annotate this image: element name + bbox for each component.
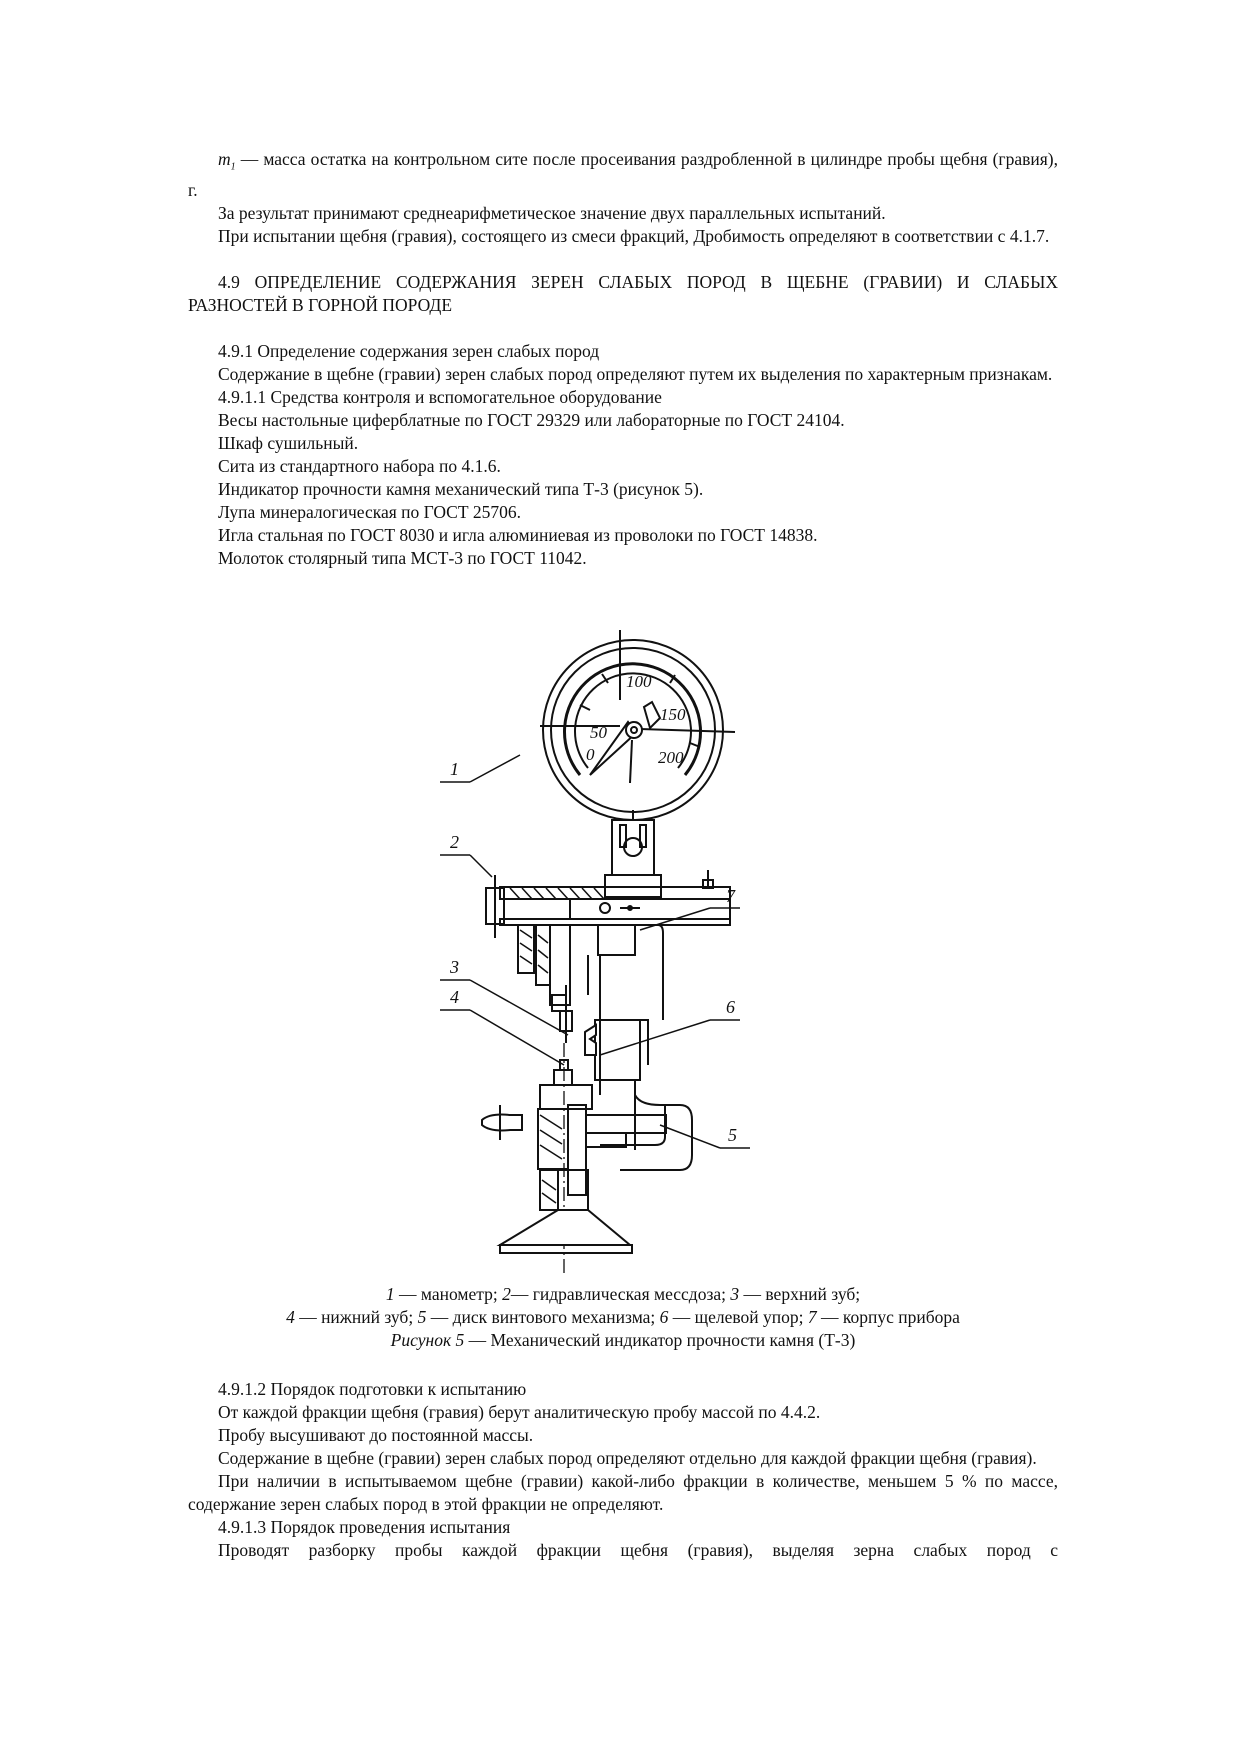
paragraph: Содержание в щебне (гравии) зерен слабых пород определяют отдельно для каждой фракции щебня (гравия). [218,1448,1037,1468]
gauge-label-50: 50 [590,723,607,742]
callout-3: 3 [450,957,459,977]
subheading-4-9-1: 4.9.1 Определение содержания зерен слабых пород [218,340,600,361]
paragraph: Проводят разборку пробы каждой фракции щебня (гравия), выделяя зерна слабых пород с [218,1540,1058,1560]
legend-text: — диск винтового механизма; [426,1307,660,1327]
legend-text: — верхний зуб; [739,1284,861,1304]
equipment-item: Весы настольные циферблатные по ГОСТ 29329 или лабораторные по ГОСТ 24104. [218,409,845,430]
callouts [440,755,750,1148]
callout-6: 6 [726,997,735,1017]
paragraph-mixed-fractions: При испытании щебня (гравия), состоящего из смеси фракций, Дробимость определяют в соответствии с 4.1.7. [218,225,1050,246]
figure-title-text: — Механический индикатор прочности камня (Т-3) [464,1330,856,1350]
lower-tooth-screw [482,1043,666,1275]
gauge-label-150: 150 [660,705,686,724]
legend-text: — гидравлическая мессдоза; [510,1284,731,1304]
callout-1: 1 [450,759,459,779]
equipment-item: Шкаф сушильный. [218,432,359,453]
legend-number: 4 [286,1307,295,1327]
variable-subscript: 1 [230,161,236,173]
subheading-4-9-1-2: 4.9.1.2 Порядок подготовки к испытанию [218,1379,527,1399]
callout-4: 4 [450,987,459,1007]
legend-number: 3 [730,1284,740,1304]
legend-number: 5 [417,1307,427,1327]
gauge-neck [605,820,661,897]
legend-text: — щелевой упор; [668,1307,808,1327]
caption-legend-line-2 [188,1306,1058,1329]
hydraulic-load-cell [486,870,730,938]
paragraph-m1-definition [188,148,1058,202]
callout-7: 7 [726,886,735,906]
legend-number: 2 [502,1284,511,1304]
figure-5-stone-strength-indicator [450,625,800,1275]
paragraph: При наличии в испытываемом щебне (гравии) какой-либо фракции в количестве, меньшем 5 % по массе, содержание зерен слабых пород в этой фракции не определяют. [188,1471,1058,1514]
equipment-item: Индикатор прочности камня механический типа Т-3 (рисунок 5). [218,478,704,499]
figure-title-prefix: Рисунок 5 [390,1330,465,1350]
upper-tooth [518,925,572,1043]
equipment-item: Лупа минералогическая по ГОСТ 25706. [218,501,522,522]
figure-title [188,1329,1058,1352]
legend-number: 1 [385,1284,395,1304]
legend-number: 7 [807,1307,817,1327]
gauge-label-0: 0 [586,745,595,764]
caption-legend-line-1 [188,1283,1058,1306]
subheading-4-9-1-3: 4.9.1.3 Порядок проведения испытания [218,1517,511,1537]
equipment-item: Сита из стандартного набора по 4.1.6. [218,455,501,476]
figure-caption [188,1283,1058,1352]
subheading-4-9-1-1: 4.9.1.1 Средства контроля и вспомогательное оборудование [218,386,662,407]
legend-text: — корпус прибора [816,1307,960,1327]
gauge-label-200: 200 [658,748,684,767]
section-heading-4-9: 4.9 ОПРЕДЕЛЕНИЕ СОДЕРЖАНИЯ ЗЕРЕН СЛАБЫХ ПОРОД В ЩЕБНЕ (ГРАВИИ) И СЛАБЫХ РАЗНОСТЕЙ В ГОРНОЙ ПОРОДЕ [188,271,1058,315]
equipment-item: Игла стальная по ГОСТ 8030 и игла алюминиевая из проволоки по ГОСТ 14838. [218,524,818,545]
paragraph-result: За результат принимают среднеарифметическое значение двух параллельных испытаний. [218,202,886,223]
gauge-label-100: 100 [626,672,652,691]
legend-text: — манометр; [394,1284,503,1304]
document-body-continued [188,1378,1058,1562]
technical-drawing [450,625,800,1275]
equipment-item: Молоток столярный типа МСТ-3 по ГОСТ 11042. [218,547,587,568]
m1-definition-text: — масса остатка на контрольном сите после просеивания раздробленной в цилиндре пробы щебня (гравия), г. [188,149,1058,200]
callout-2: 2 [450,832,459,852]
paragraph: От каждой фракции щебня (гравия) берут аналитическую пробу массой по 4.4.2. [218,1402,821,1422]
legend-text: — нижний зуб; [294,1307,418,1327]
callout-5: 5 [728,1125,737,1145]
paragraph-intro: Содержание в щебне (гравии) зерен слабых пород определяют путем их выделения по характерным признакам. [218,363,1053,384]
variable-m: m [218,149,231,169]
legend-number: 6 [659,1307,669,1327]
paragraph: Пробу высушивают до постоянной массы. [218,1425,534,1445]
pressure-gauge [540,630,735,820]
document-body [188,148,1058,570]
